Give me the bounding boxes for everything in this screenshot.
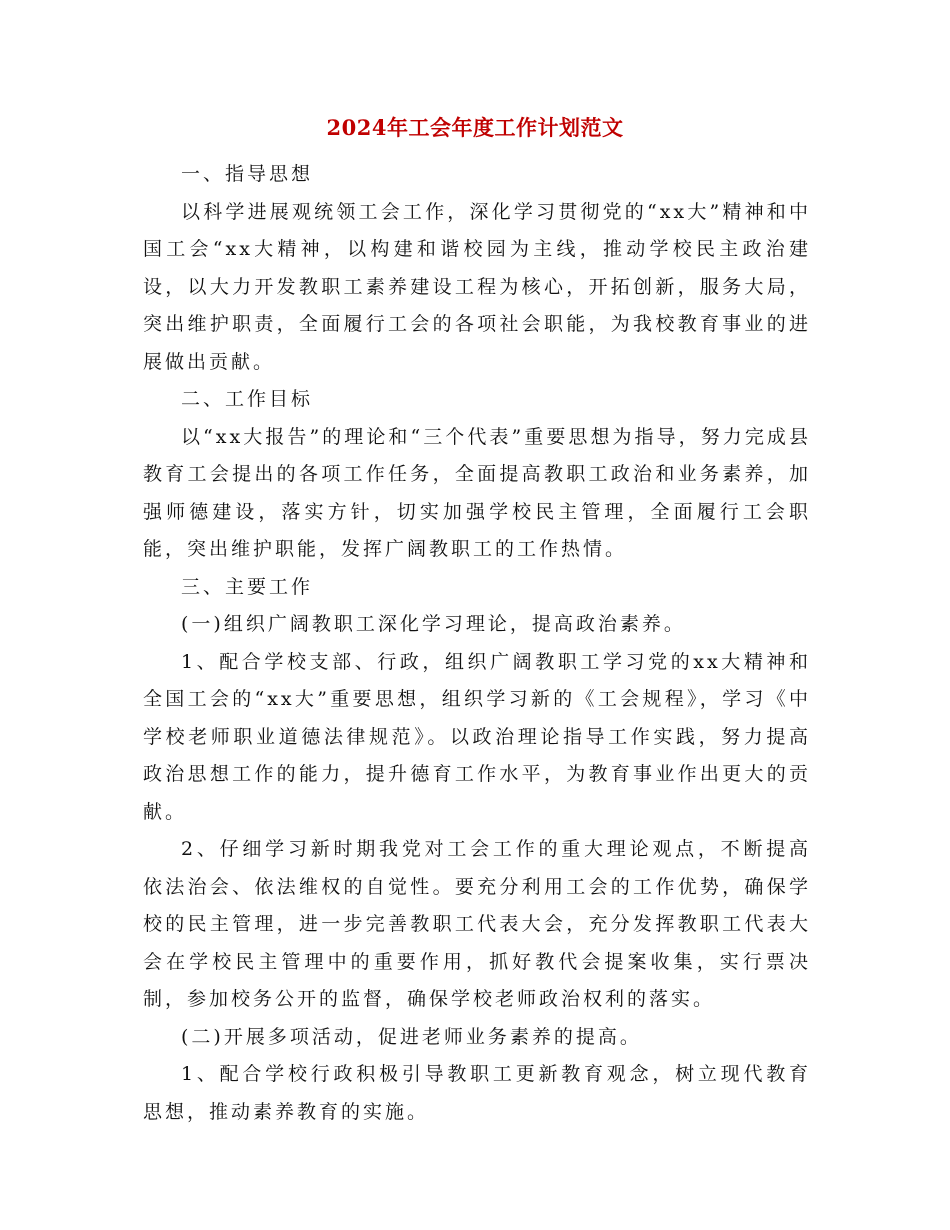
paragraph: 2、仔细学习新时期我党对工会工作的重大理论观点，不断提高依法治会、依法维权的自觉性。要充分利用工会的工作优势，确保学校的民主管理，进一步完善教职工代表大会，充分发挥教职工代表大会在学校民主管理中的重要作用，抓好教代会提案收集，实行票决制，参加校务公开的监督，确保学校老师政治权利的落实。 xyxy=(143,838,811,1010)
paragraph: 以“xx大报告”的理论和“三个代表”重要思想为指导，努力完成县教育工会提出的各项工作任务，全面提高教职工政治和业务素养，加强师德建设，落实方针，切实加强学校民主管理，全面履行工会职能，突出维护职能，发挥广阔教职工的工作热情。 xyxy=(143,425,811,560)
subsection-heading: (一)组织广阔教职工深化学习理论，提高政治素养。 xyxy=(181,613,686,635)
document-title: 2024年工会年度工作计划范文 xyxy=(326,115,624,140)
section-heading: 二、工作目标 xyxy=(181,388,314,410)
paragraph: 1、配合学校行政积极引导教职工更新教育观念，树立现代教育思想，推动素养教育的实施。 xyxy=(143,1063,811,1123)
document-body xyxy=(143,156,811,1131)
paragraph: 1、配合学校支部、行政，组织广阔教职工学习党的xx大精神和全国工会的“xx大”重要思想，组织学习新的《工会规程》，学习《中学校老师职业道德法律规范》。以政治理论指导工作实践，努力提高政治思想工作的能力，提升德育工作水平，为教育事业作出更大的贡献。 xyxy=(143,650,811,823)
section-heading: 一、指导思想 xyxy=(181,163,314,185)
subsection-heading: (二)开展多项活动，促进老师业务素养的提高。 xyxy=(181,1025,642,1048)
paragraph: 以科学进展观统领工会工作，深化学习贯彻党的“xx大”精神和中国工会“xx大精神，以构建和谐校园为主线，推动学校民主政治建设，以大力开发教职工素养建设工程为核心，开拓创新，服务大局，突出维护职责，全面履行工会的各项社会职能，为我校教育事业的进展做出贡献。 xyxy=(143,200,811,373)
section-heading: 三、主要工作 xyxy=(181,575,314,598)
